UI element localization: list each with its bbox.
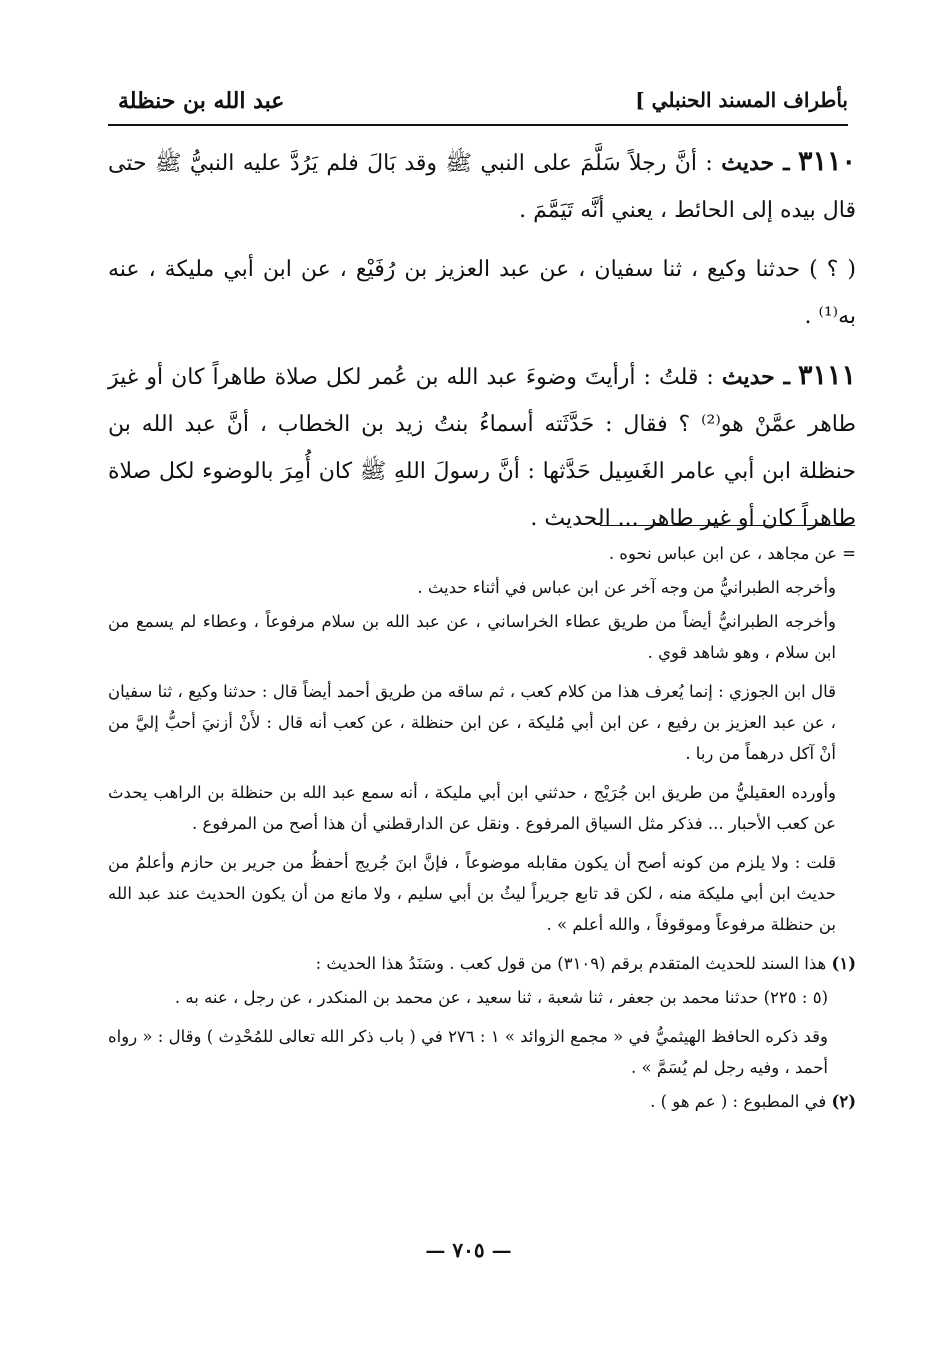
footnote-marker: (١) [831,954,856,973]
footnote-continuation: قلت : ولا يلزم من كونه أصح أن يكون مقابله موضوعاً ، فإنَّ ابنَ جُريج أحفظُ من جرير بن حازم وأعلمُ من حديث ابن أبي مليكة منه ، لكن قد تابع جريراً ليثُ بن أبي سليم ، ولا مانع من أن يكون الحديث عند عبد الله بن حنظلة مرفوعاً وموقوفاً ، والله أعلم » . [108,853,836,934]
footnote-1-chain: (٥ : ٢٢٥) حدثنا محمد بن جعفر ، ثنا شعبة ، ثنا سعيد ، عن محمد بن المنكدر ، عن رجل ، عنه به . [174,988,828,1007]
footnotes [108,538,856,1117]
footnote-marker: (٢) [831,1092,856,1111]
main-text [108,138,856,542]
hadith-text: : أنَّ رجلاً سَلَّمَ على النبي ﷺ وقد بَالَ فلم يَرُدَّ عليه النبيُّ ﷺ حتى قال بيده إلى الحائط ، يعني أنَّه تَيَمَّمَ . [108,151,856,223]
hadith-number: ٣١١٠ [798,146,857,177]
book-title: بأطراف المسند الحنبلي ] [635,88,848,112]
footnote-continuation: وأخرجه الطبرانيُّ من وجه آخر عن ابن عباس في أثناء حديث . [417,578,836,597]
footnote-2 [108,1086,856,1117]
footnote-separator [600,525,855,526]
header-rule [108,124,848,126]
footnote-text: هذا السند للحديث المتقدم برقم (٣١٠٩) من قول كعب . وسَنَدُ هذا الحديث : [315,954,827,973]
footnote-continuation: قال ابن الجوزي : إنما يُعرف هذا من كلام كعب ، ثم ساقه من طريق أحمد أيضاً قال : حدثنا وكيع ، ثنا سفيان ، عن عبد العزيز بن رفيع ، عن ابن أبي مُليكة ، عن ابن حنظلة ، عن كعب أنه قال : لأَنْ أزنيَ أحبُّ إليَّ من أنْ آكل درهماً من ربا . [108,682,836,763]
footnote-1 [108,948,856,979]
page-number: — ٧٠٥ — [425,1238,512,1262]
hadith-keyword: ـ حديث [721,364,790,390]
running-header [108,82,848,126]
hadith-text: : قلتُ : أرأيتَ وضوءَ عبد الله بن عُمر لكل صلاة طاهراً كان أو غيرَ طاهر عمَّنْ هو⁽²⁾ ؟ فقال : حَدَّثَته أسماءُ بنتُ زيد بن الخطاب ، أنَّ عبد الله بن حنظلة ابن أبي عامر الغَسِيل حَدَّثها : أنَّ رسولَ اللهِ ﷺ كان أُمِرَ بالوضوء لكل صلاة طاهراً كان أو غير طاهر ... الحديث . [108,365,857,531]
hadith-3111 [108,352,856,542]
footnote-continuation: وأورده العقيليُّ من طريق ابن جُرَيْج ، حدثني ابن أبي مليكة ، أنه سمع عبد الله بن حنظلة بن الراهب يحدث عن كعب الأحبار ... فذكر مثل السياق المرفوع . ونقل عن الدارقطني أن هذا أصح من المرفوع . [108,783,836,833]
footnote-continuation: وأخرجه الطبرانيُّ أيضاً من طريق عطاء الخراساني ، عن عبد الله بن سلام مرفوعاً ، وعطاء لم يسمع من ابن سلام ، وهو شاهد قوي . [108,612,836,662]
hadith-3110 [108,138,856,234]
footnote-text: في المطبوع : ( عم هو ) . [650,1092,827,1111]
footnote-1-reference: وقد ذكره الحافظ الهيثميُّ في « مجمع الزوائد » ١ : ٢٧٦ في ( باب ذكر الله تعالى للمُحْدِث ) وقال : « رواه أحمد ، وفيه رجل لم يُسَمَّ » . [108,1027,828,1077]
section-title: عبد الله بن حنظلة [118,88,285,114]
isnad-chain: ( ؟ ) حدثنا وكيع ، ثنا سفيان ، عن عبد العزيز بن رُفَيْع ، عن ابن أبي مليكة ، عنه به⁽¹⁾ . [108,257,856,329]
hadith-keyword: ـ حديث [721,150,790,176]
footnote-continuation: = عن مجاهد ، عن ابن عباس نحوه . [608,544,856,563]
hadith-number: ٣١١١ [798,360,857,391]
